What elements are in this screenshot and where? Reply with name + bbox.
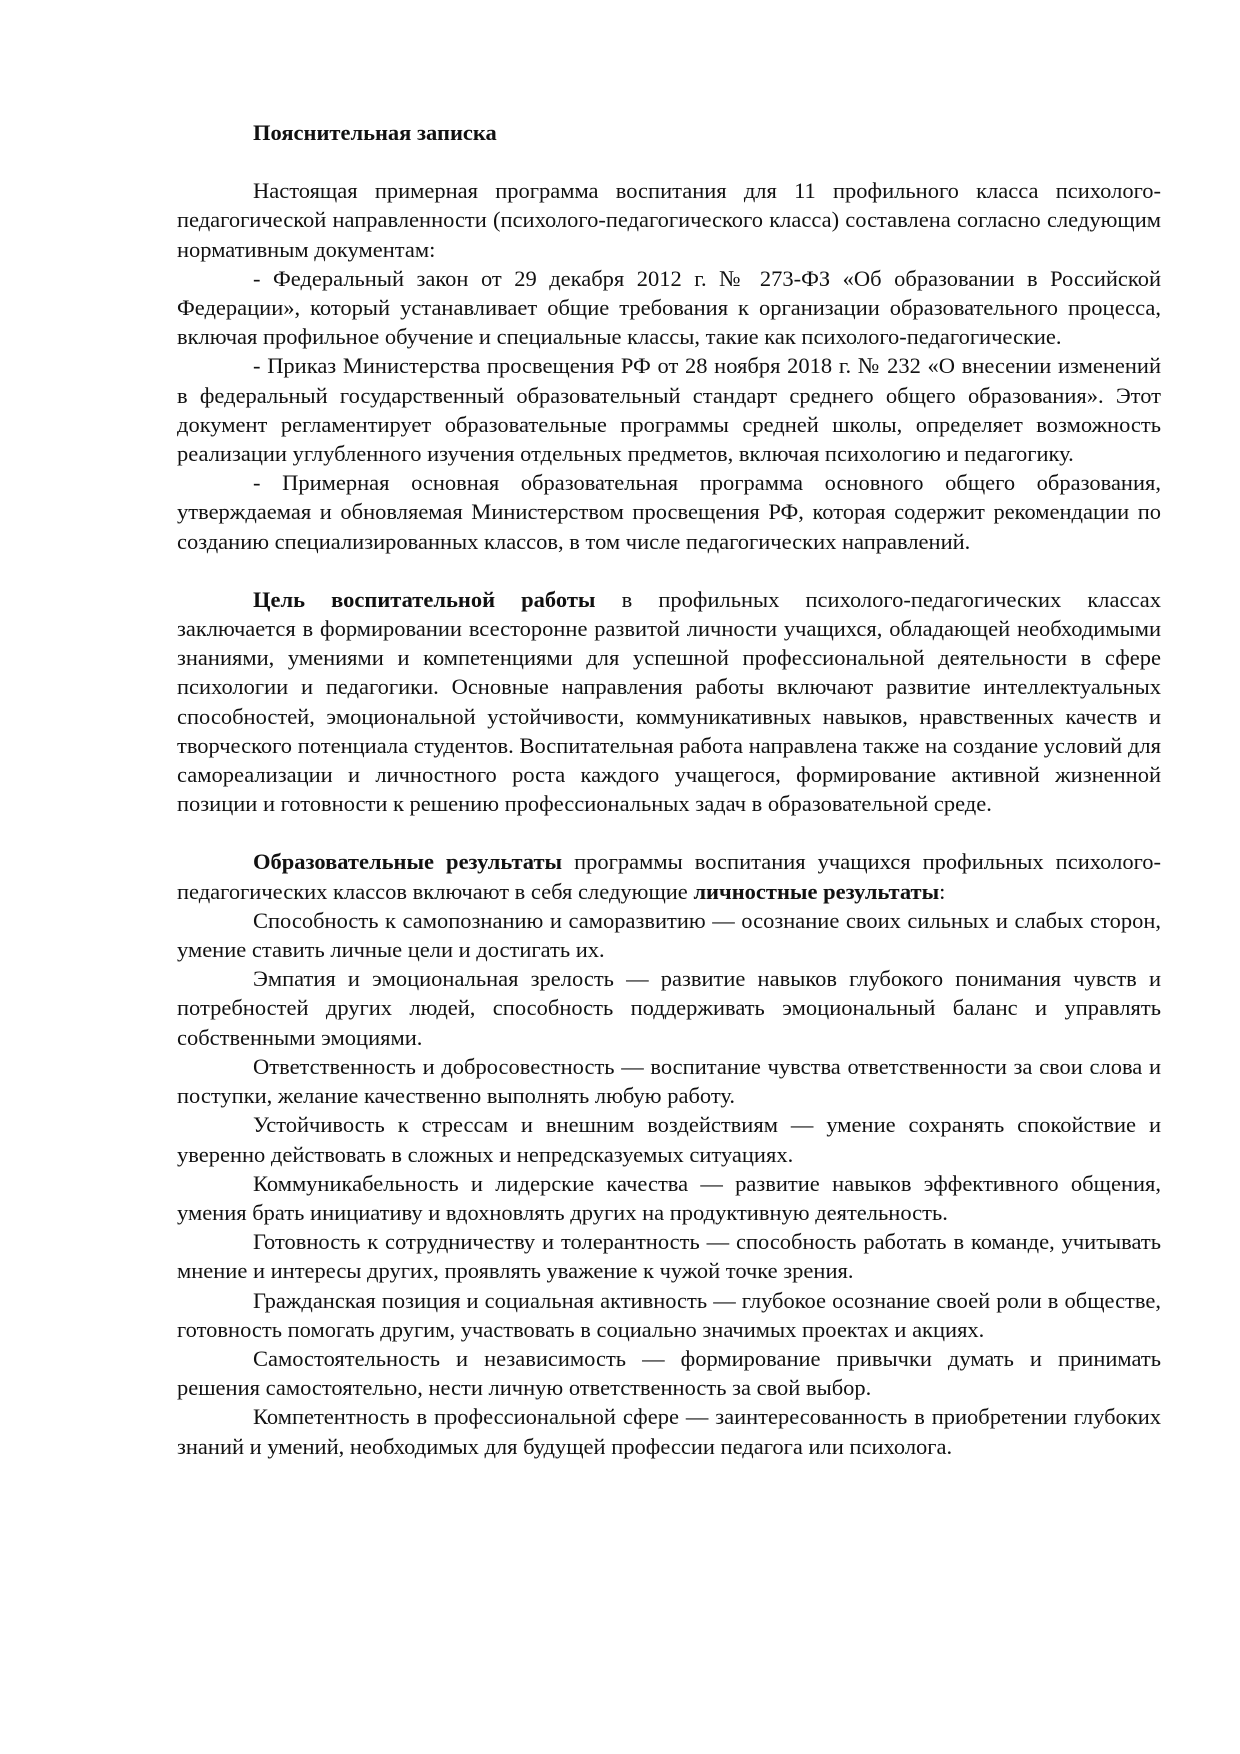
result-item-communication: Коммуникабельность и лидерские качества — развитие навыков эффективного общения, умения брать инициативу и вдохновлять других на продуктивную деятельность. (177, 1170, 1161, 1225)
result-item-independence: Самостоятельность и независимость — формирование привычки думать и принимать решения самостоятельно, нести личную ответственность за свой выбор. (177, 1345, 1161, 1401)
personal-results-heading: личностные результаты (693, 878, 940, 904)
goal-heading: Цель воспитательной работы (253, 586, 596, 612)
intro-item-program: - Примерная основная образовательная программа основного общего образования, утверждаемая и обновляемая Министерством просвещения РФ, которая содержит рекомендации по созданию специализированных классов, в том числе педагогических направлений. (177, 470, 1161, 554)
result-item-cooperation: Готовность к сотрудничеству и толерантность — способность работать в команде, учитывать мнение и интересы других, проявлять уважение к чужой точке зрения. (177, 1229, 1161, 1284)
paragraph-gap (177, 556, 1161, 585)
results-paragraph (177, 847, 1161, 905)
result-item-civic-position: Гражданская позиция и социальная активность — глубокое осознание своей роли в обществе, готовность помогать другим, участвовать в социально значимых проектах и акциях. (177, 1287, 1161, 1342)
document-title: Пояснительная записка (253, 120, 497, 145)
document-body (177, 118, 1161, 1461)
intro-item-law: - Федеральный закон от 29 декабря 2012 г. № 273-ФЗ «Об образовании в Российской Федерации», который устанавливает общие требования к организации образовательного процесса, включая профильное обучение и специальные классы, такие как психолого-педагогические. (177, 265, 1161, 350)
results-heading: Образовательные результаты (253, 849, 563, 875)
paragraph-gap (177, 818, 1161, 847)
results-colon: : (939, 878, 946, 904)
goal-paragraph (177, 585, 1161, 819)
goal-text: в профильных психолого-педагогических классах заключается в формировании всесторонне развитой личности учащихся, обладающей необходимыми знаниями, умениями и компетенциями для успешной профессиональной деятельности в сфере психологии и педагогики. Основные направления работы включают развитие интеллектуальных способностей, эмоциональной устойчивости, коммуникативных навыков, нравственных качеств и творческого потенциала студентов. Воспитательная работа направлена также на создание условий для самореализации и личностного роста каждого учащегося, формирование активной жизненной позиции и готовности к решению профессиональных задач в образовательной среде. (177, 586, 1161, 817)
result-item-self-knowledge: Способность к самопознанию и саморазвитию — осознание своих сильных и слабых сторон, умение ставить личные цели и достигать их. (177, 907, 1161, 963)
intro-item-order: - Приказ Министерства просвещения РФ от 28 ноября 2018 г. № 232 «О внесении изменений в федеральный государственный образовательный стандарт среднего общего образования». Этот документ регламентирует образовательные программы средней школы, определяет возможность реализации углубленного изучения отдельных предметов, включая психологию и педагогику. (177, 353, 1161, 467)
result-item-empathy: Эмпатия и эмоциональная зрелость — развитие навыков глубокого понимания чувств и потребностей других людей, способность поддерживать эмоциональный баланс и управлять собственными эмоциями. (177, 966, 1161, 1050)
intro-paragraph: Настоящая примерная программа воспитания для 11 профильного класса психолого-педагогической направленности (психолого-педагогического класса) составлена согласно следующим нормативным документам: (177, 178, 1161, 262)
results-text: программы воспитания учащихся профильных психолого-педагогических классов включают в себя следующие (177, 849, 1161, 904)
result-item-competence: Компетентность в профессиональной сфере — заинтересованность в приобретении глубоких знаний и умений, необходимых для будущей профессии педагога или психолога. (177, 1404, 1161, 1459)
result-item-responsibility: Ответственность и добросовестность — воспитание чувства ответственности за свои слова и поступки, желание качественно выполнять любую работу. (177, 1053, 1161, 1109)
result-item-stress-resistance: Устойчивость к стрессам и внешним воздействиям — умение сохранять спокойствие и уверенно действовать в сложных и непредсказуемых ситуациях. (177, 1112, 1161, 1167)
